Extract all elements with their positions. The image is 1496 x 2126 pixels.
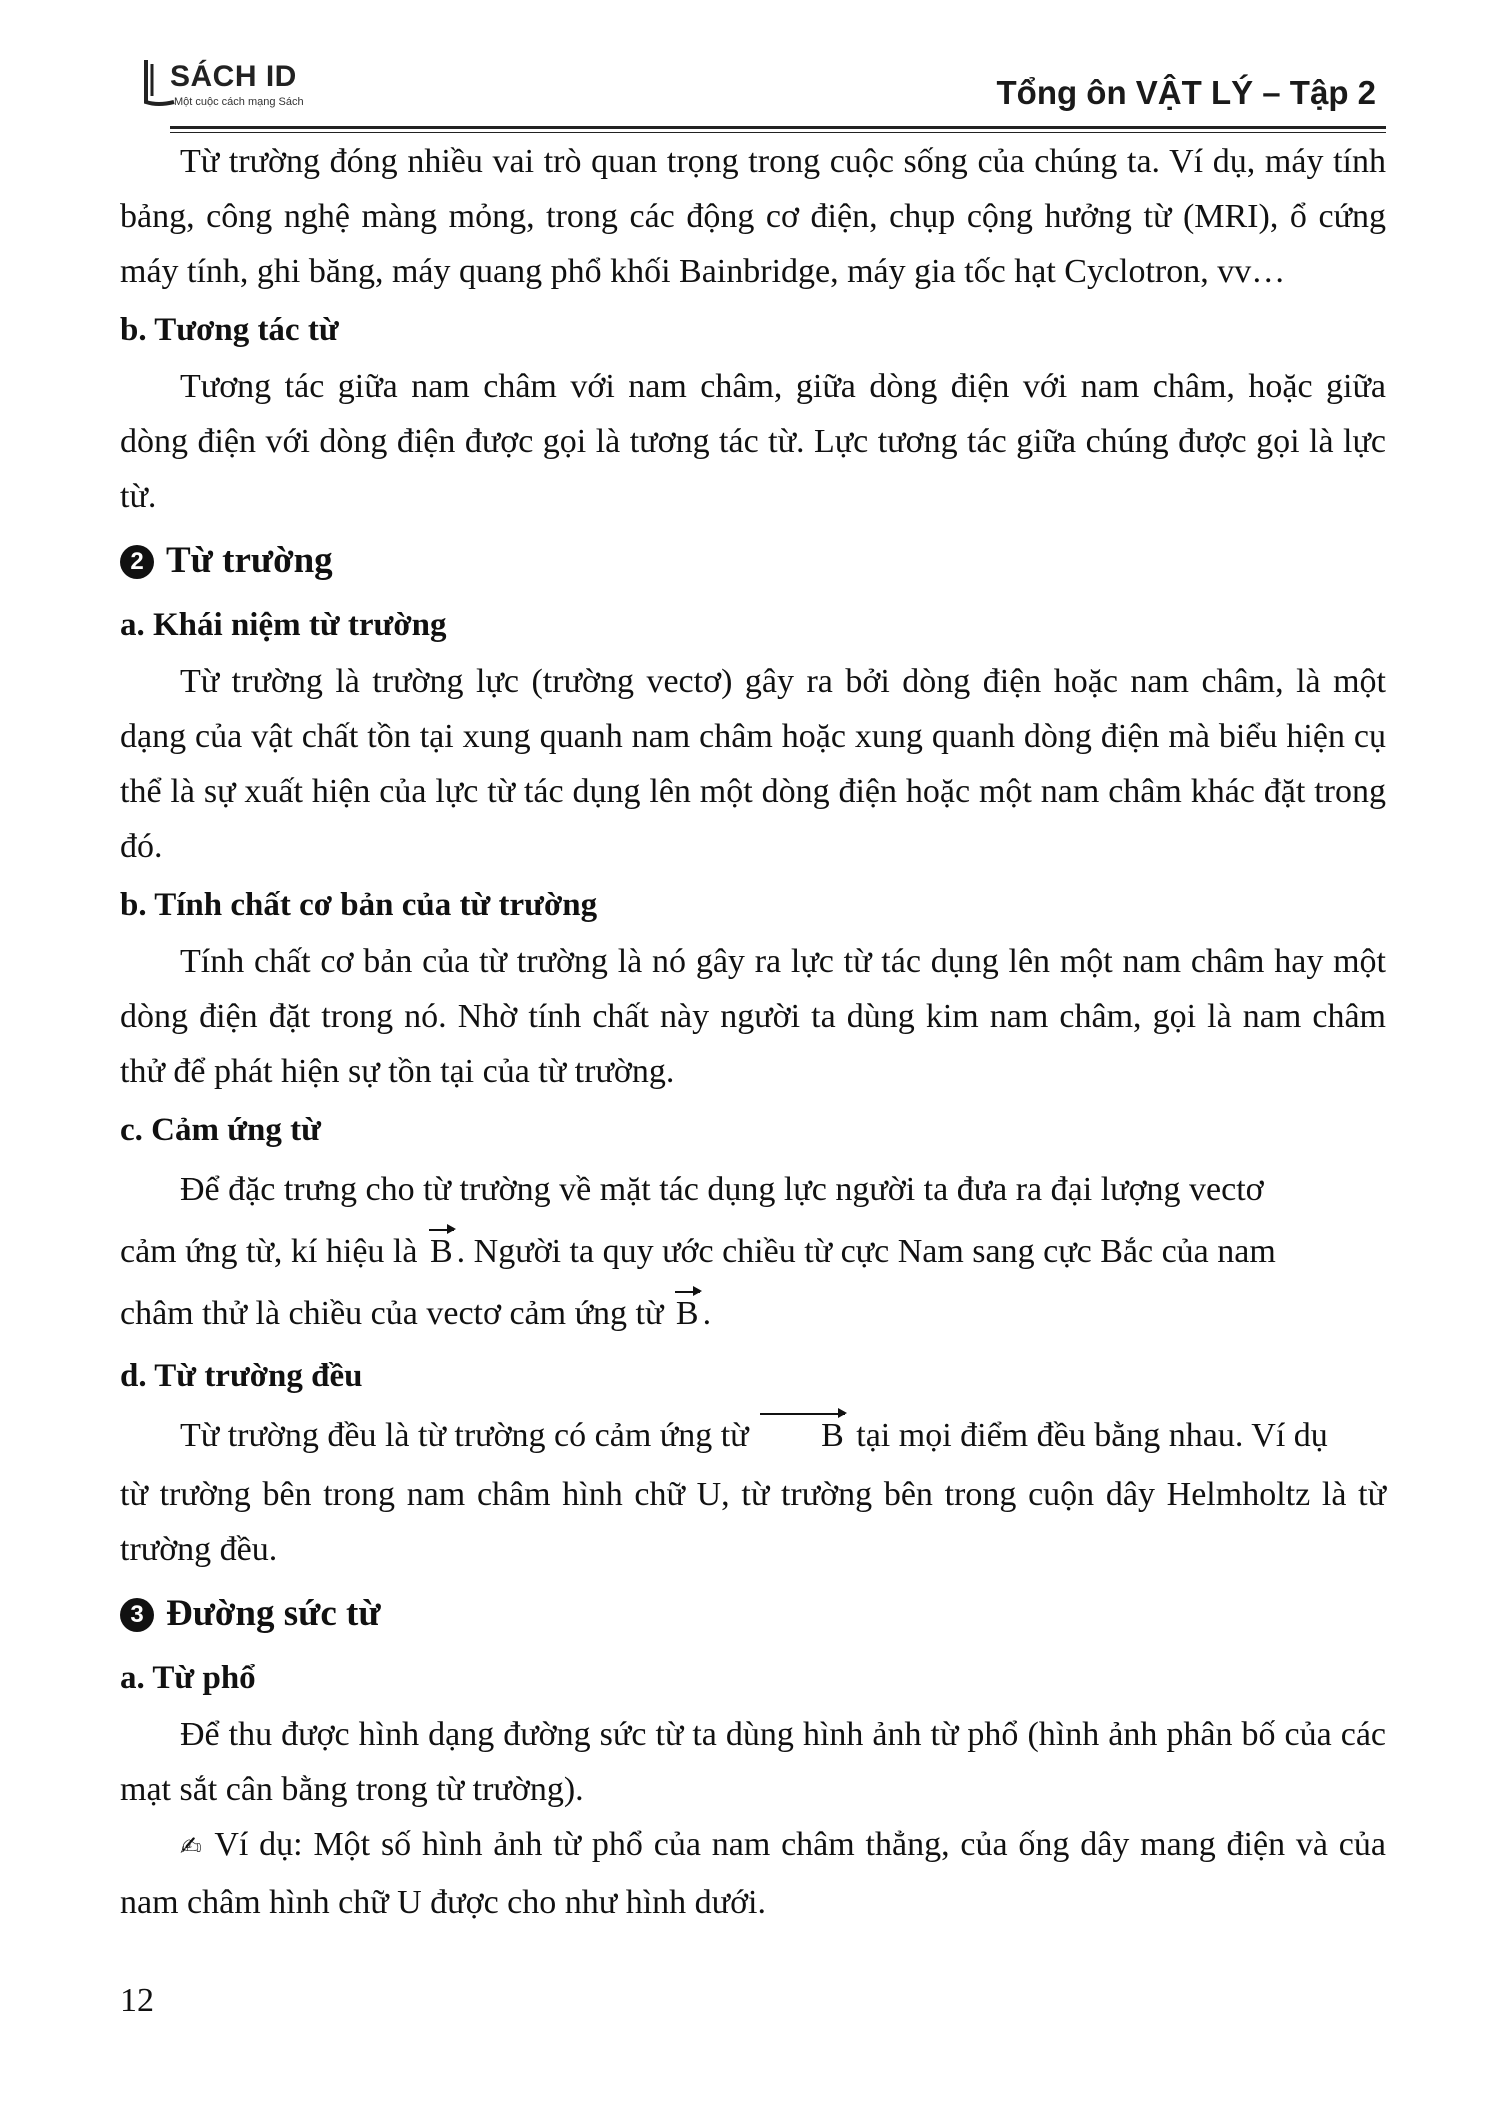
heading-spectrum: a. Từ phổ xyxy=(120,1660,256,1696)
section-number-badge: 3 xyxy=(120,1598,154,1632)
publisher-logo xyxy=(140,56,360,116)
heading-property: b. Tính chất cơ bản của từ trường xyxy=(120,887,598,923)
example-text: Ví dụ: Một số hình ảnh từ phổ của nam châm thẳng, của ống dây mang điện và của nam châm hình chữ U được cho như hình dưới. xyxy=(120,1826,1386,1921)
page-number: 12 xyxy=(120,1982,154,2019)
heading-induction: c. Cảm ứng từ xyxy=(120,1112,321,1148)
heading-interaction: b. Tương tác từ xyxy=(120,312,339,348)
section-3-heading xyxy=(120,1581,1386,1647)
book-title: Tổng ôn VẬT LÝ – Tập 2 xyxy=(996,74,1376,111)
header-rule-thick xyxy=(170,126,1386,129)
induction-line-2 xyxy=(120,1221,1386,1283)
induction-line-3-rest: . xyxy=(702,1295,712,1332)
section-number-badge: 2 xyxy=(120,545,154,579)
vector-b-symbol: B xyxy=(757,1419,848,1453)
section-3-title: Đường sức từ xyxy=(166,1593,381,1634)
page-content xyxy=(120,134,1386,1930)
uniform-line-1-text: Từ trường đều là từ trường có cảm ứng từ xyxy=(180,1417,749,1454)
vector-b-symbol: B xyxy=(426,1235,457,1269)
vector-b-symbol: B xyxy=(672,1297,703,1331)
uniform-line-1-rest: tại mọi điểm đều bằng nhau. Ví dụ xyxy=(856,1417,1328,1454)
heading-concept: a. Khái niệm từ trường xyxy=(120,607,447,643)
page-header xyxy=(0,0,1496,140)
logo-text: SÁCH ID xyxy=(170,60,297,93)
uniform-rest: từ trường bên trong nam châm hình chữ U, từ trường bên trong cuộn dây Helmholtz là từ trường đều. xyxy=(120,1476,1386,1568)
spectrum-paragraph: Để thu được hình dạng đường sức từ ta dùng hình ảnh từ phổ (hình ảnh phân bố của các mạt sắt cân bằng trong từ trường). xyxy=(120,1716,1386,1808)
induction-line-1: Để đặc trưng cho từ trường về mặt tác dụng lực người ta đưa ra đại lượng vectơ xyxy=(180,1171,1264,1208)
section-2-heading xyxy=(120,528,1386,594)
induction-line-2-text: cảm ứng từ, kí hiệu là xyxy=(120,1233,418,1270)
uniform-paragraph xyxy=(120,1405,1386,1577)
heading-uniform: d. Từ trường đều xyxy=(120,1358,363,1394)
induction-line-2-rest: . Người ta quy ước chiều từ cực Nam sang cực Bắc của nam xyxy=(456,1233,1276,1270)
section-2-title: Từ trường xyxy=(166,540,333,581)
pencil-icon: ✍ xyxy=(180,1832,205,1862)
induction-line-3-text: châm thử là chiều của vectơ cảm ứng từ xyxy=(120,1295,664,1332)
uniform-line-1 xyxy=(120,1405,1386,1467)
induction-line-3 xyxy=(120,1283,1386,1345)
logo-tagline: Một cuộc cách mạng Sách xyxy=(174,96,304,108)
interaction-paragraph: Tương tác giữa nam châm với nam châm, giữa dòng điện với nam châm, hoặc giữa dòng điện với dòng điện được gọi là tương tác từ. Lực tương tác giữa chúng được gọi là lực từ. xyxy=(120,368,1386,515)
intro-paragraph: Từ trường đóng nhiều vai trò quan trọng trong cuộc sống của chúng ta. Ví dụ, máy tính bảng, công nghệ màng mỏng, trong các động cơ điện, chụp cộng hưởng từ (MRI), ổ cứng máy tính, ghi băng, máy quang phổ khối Bainbridge, máy gia tốc hạt Cyclotron, vv… xyxy=(120,143,1386,290)
example-paragraph xyxy=(120,1817,1386,1930)
induction-paragraph xyxy=(120,1159,1386,1345)
header-rule-thin xyxy=(170,132,1386,133)
concept-paragraph: Từ trường là trường lực (trường vectơ) gây ra bởi dòng điện hoặc nam châm, là một dạng của vật chất tồn tại xung quanh nam châm hoặc xung quanh dòng điện mà biểu hiện cụ thể là sự xuất hiện của lực từ tác dụng lên một dòng điện hoặc một nam châm khác đặt trong đó. xyxy=(120,663,1386,865)
property-paragraph: Tính chất cơ bản của từ trường là nó gây ra lực từ tác dụng lên một nam châm hay một dòng điện đặt trong nó. Nhờ tính chất này người ta dùng kim nam châm, gọi là nam châm thử để phát hiện sự tồn tại của từ trường. xyxy=(120,943,1386,1090)
